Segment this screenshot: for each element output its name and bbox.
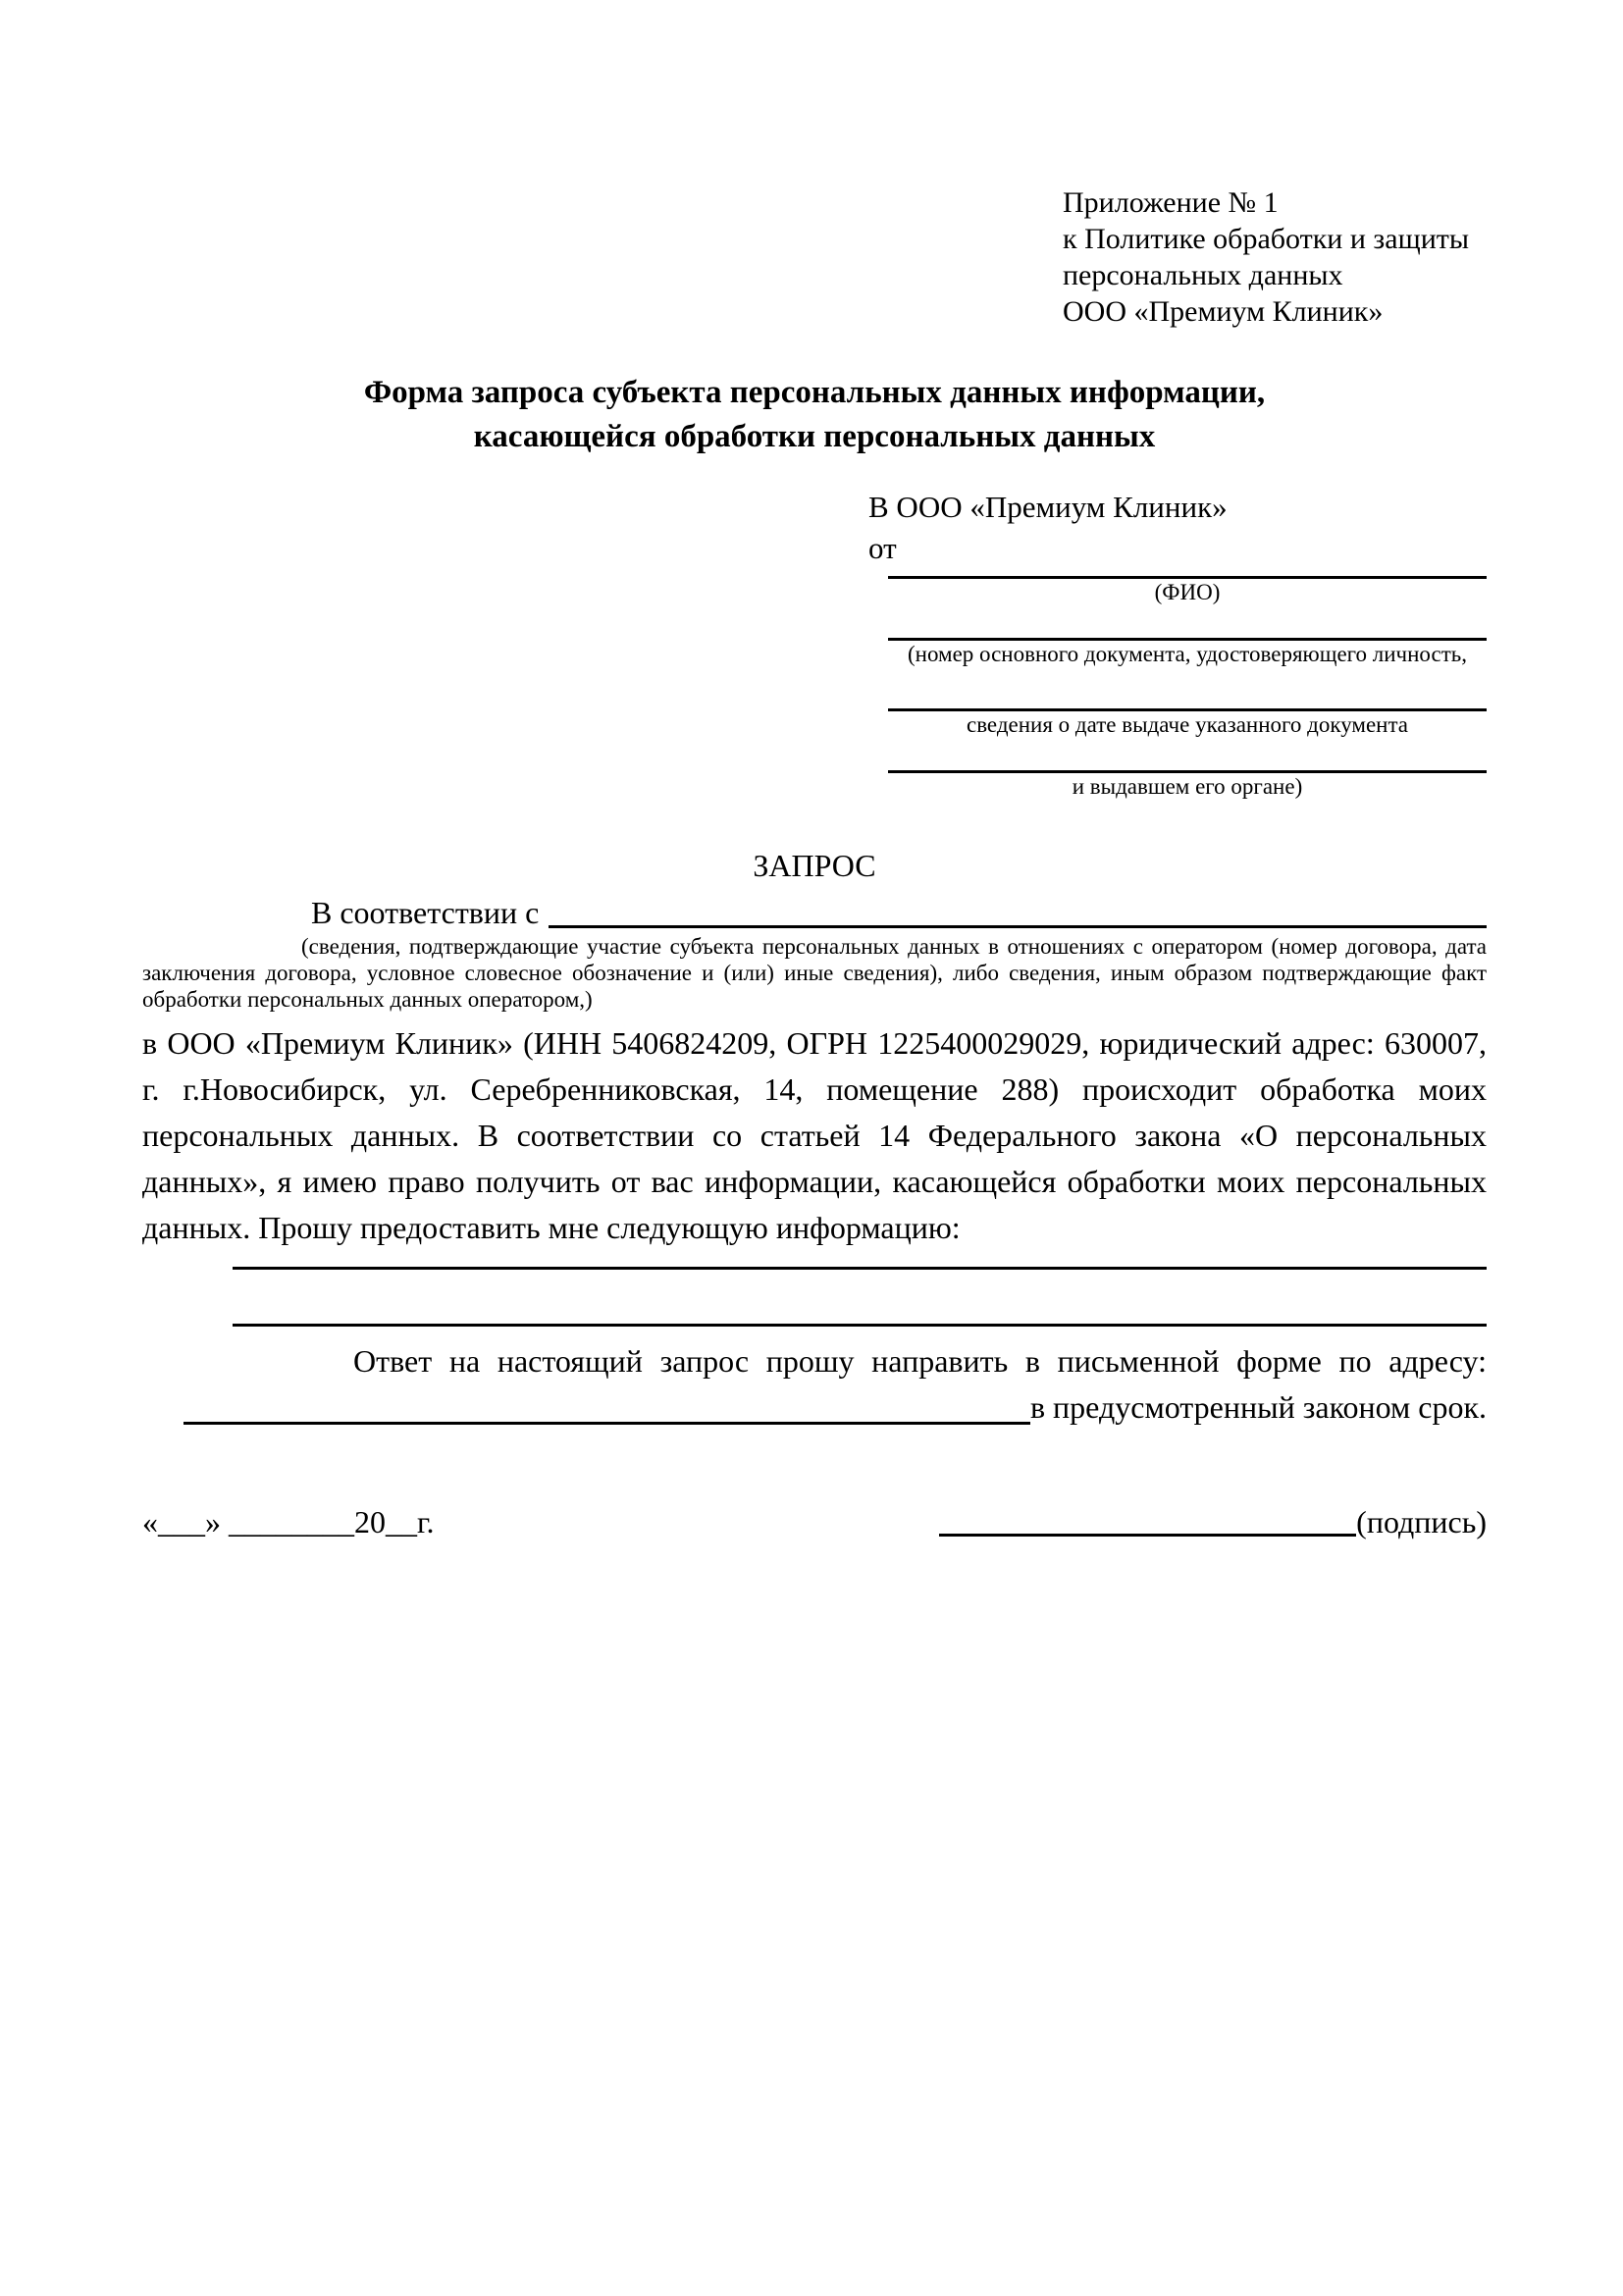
appendix-block [1063, 184, 1487, 330]
request-heading: ЗАПРОС [753, 848, 876, 883]
fio-field-label: (ФИО) [1154, 580, 1221, 604]
body-paragraph: в ООО «Премиум Клиник» (ИНН 5406824209, ОГРН 1225400029029, юридический адрес: 630007, г. г.Новосибирск, ул. Серебренниковская, 14, помещение 288) происходит обработка моих персональных данных. В соответствии со статьей 14 Федерального закона «О персональных данных», я имею право получить от вас информации, касающейся обработки моих персональных данных. Прошу предоставить мне следующую информацию: [142, 1025, 1487, 1245]
addressee-from: от [868, 531, 897, 565]
issuing-authority-field-label: и выдавшем его органе) [1072, 774, 1303, 799]
info-fill-line-2 [233, 1324, 1487, 1327]
accordance-prefix: В соответствии с [311, 895, 540, 930]
issue-date-field-label: сведения о дате выдаче указанного документа [966, 712, 1409, 737]
addressee-to: В ООО «Премиум Клиник» [868, 490, 1228, 524]
addressee-block [868, 487, 1487, 800]
page-title-line2: касающейся обработки персональных данных [473, 419, 1156, 454]
date-blank: «___» ________20__г. [142, 1504, 435, 1539]
address-fill-line [183, 1422, 1030, 1425]
issue-date-fill-line [888, 667, 1487, 711]
fio-fill-line [888, 569, 1487, 579]
fio-field [888, 569, 1487, 605]
document-number-field [888, 605, 1487, 667]
info-fill-line-1 [233, 1267, 1487, 1270]
appendix-line: к Политике обработки и защиты [1063, 223, 1470, 255]
answer-address-row [142, 1384, 1487, 1431]
document-number-field-label: (номер основного документа, удостоверяющего личность, [907, 642, 1467, 666]
issue-date-field [888, 667, 1487, 738]
fine-print-clause: (сведения, подтверждающие участие субъекта персональных данных в отношениях с оператором (номер договора, дата заключения договора, условное словесное обозначение и (или) иные сведения), либо сведения, иным образом подтверждающие факт обработки персональных данных оператором,) [142, 934, 1487, 1012]
appendix-line: Приложение № 1 [1063, 186, 1279, 219]
signature-fill-line [939, 1534, 1356, 1537]
page-title [142, 371, 1487, 459]
appendix-line: ООО «Премиум Клиник» [1063, 295, 1384, 328]
accordance-row [142, 892, 1487, 933]
issuing-authority-field [888, 738, 1487, 800]
answer-suffix: в предусмотренный законом срок. [1029, 1389, 1487, 1425]
page-title-line1: Форма запроса субъекта персональных данных информации, [363, 375, 1266, 410]
accordance-fill-line [549, 925, 1487, 928]
appendix-line: персональных данных [1063, 259, 1343, 291]
footer-row [142, 1501, 1487, 1542]
signature-label: (подпись) [1356, 1504, 1487, 1539]
document-number-fill-line [888, 605, 1487, 641]
answer-paragraph: Ответ на настоящий запрос прошу направить в письменной форме по адресу: [353, 1343, 1487, 1379]
issuing-authority-fill-line [888, 738, 1487, 773]
signature-group [939, 1501, 1487, 1542]
